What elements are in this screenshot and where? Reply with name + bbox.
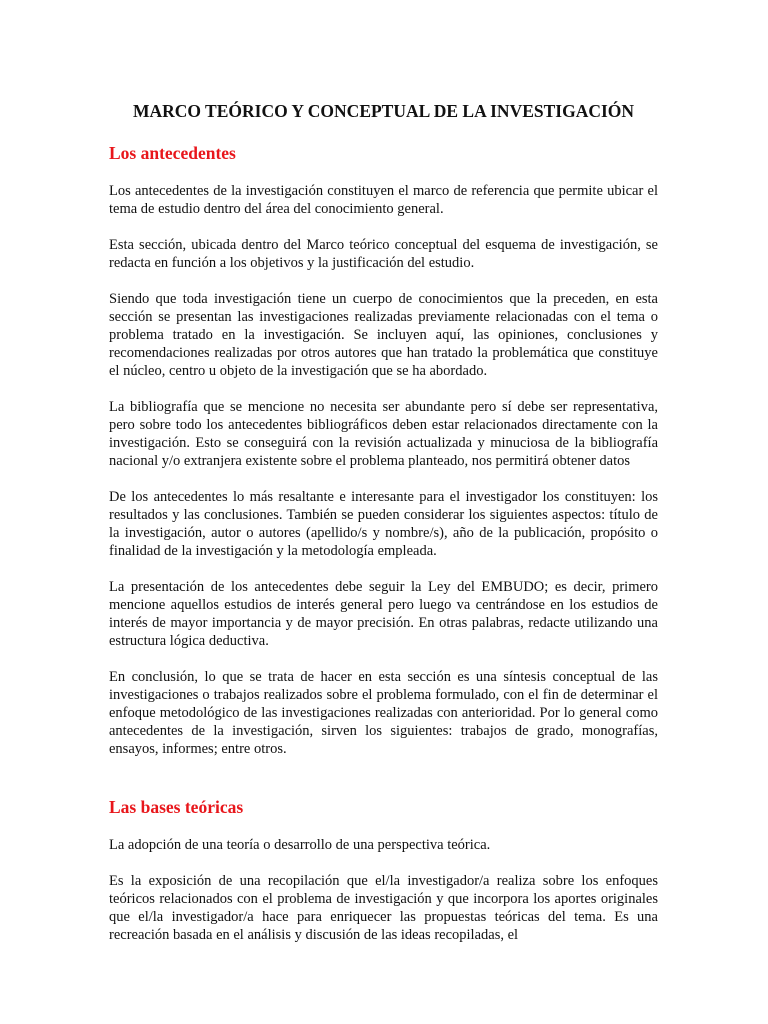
- section-spacer: [109, 776, 658, 796]
- paragraph: De los antecedentes lo más resaltante e interesante para el investigador los constituyen: los resultados y las conclusiones. También se pueden considerar los siguientes aspectos: título de la investigación, autor o autores (apellido/s y nombre/s), año de la publicación, propósito o finalidad de la investigación y la metodología empleada.: [109, 489, 658, 559]
- section-antecedentes: [109, 142, 658, 758]
- section-heading: Los antecedentes: [109, 143, 236, 163]
- paragraph: La adopción de una teoría o desarrollo de una perspectiva teórica.: [109, 837, 491, 853]
- document-page: [109, 100, 658, 962]
- paragraph: Los antecedentes de la investigación constituyen el marco de referencia que permite ubicar el tema de estudio dentro del área del conocimiento general.: [109, 183, 658, 217]
- paragraph: Siendo que toda investigación tiene un cuerpo de conocimientos que la preceden, en esta sección se presentan las investigaciones realizadas previamente relacionadas con el tema o problema tratado en la investigación. Se incluyen aquí, las opiniones, conclusiones y recomendaciones realizadas por otros autores que han tratado la problemática que constituye el núcleo, centro u objeto de la investigación que se ha abordado.: [109, 291, 658, 379]
- paragraph: La presentación de los antecedentes debe seguir la Ley del EMBUDO; es decir, primero mencione aquellos estudios de interés general pero luego va centrándose en los estudios de interés de mayor importancia y de mayor precisión. En otras palabras, redacte utilizando una estructura lógica deductiva.: [109, 579, 658, 649]
- section-bases-teoricas: [109, 796, 658, 944]
- paragraph: Esta sección, ubicada dentro del Marco teórico conceptual del esquema de investigación, se redacta en función a los objetivos y la justificación del estudio.: [109, 237, 658, 271]
- section-heading: Las bases teóricas: [109, 797, 244, 817]
- paragraph: Es la exposición de una recopilación que el/la investigador/a realiza sobre los enfoques teóricos relacionados con el problema de investigación y que incorpora los aportes originales que el/la investigador/a hace para enriquecer las propuestas teóricas del tema. Es una recreación basada en el análisis y discusión de las ideas recopiladas, el: [109, 873, 658, 943]
- paragraph: En conclusión, lo que se trata de hacer en esta sección es una síntesis conceptual de las investigaciones o trabajos realizados sobre el problema formulado, con el fin de determinar el enfoque metodológico de las investigaciones realizadas con anterioridad. Por lo general como antecedentes de la investigación, sirven los siguientes: trabajos de grado, monografías, ensayos, informes; entre otros.: [109, 669, 658, 757]
- document-title: MARCO TEÓRICO Y CONCEPTUAL DE LA INVESTIGACIÓN: [132, 101, 635, 121]
- paragraph: La bibliografía que se mencione no necesita ser abundante pero sí debe ser representativa, pero sobre todo los antecedentes bibliográficos deben estar relacionados directamente con la investigación. Esto se conseguirá con la revisión actualizada y minuciosa de la bibliografía nacional y/o extranjera existente sobre el problema planteado, nos permitirá obtener datos: [109, 399, 658, 469]
